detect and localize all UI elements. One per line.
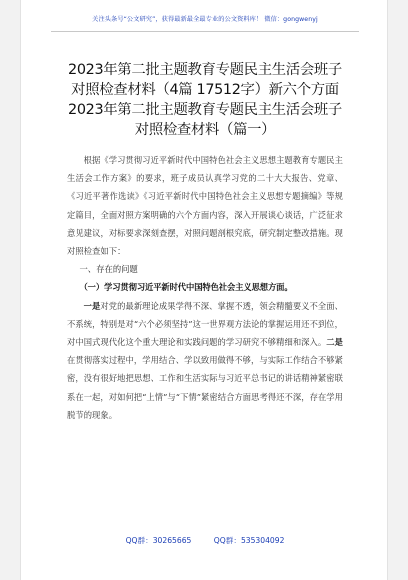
title-line-2: 对照检查材料（4篇 17512字）新六个方面 — [71, 82, 339, 98]
document-title — [35, 60, 375, 140]
header-divider — [51, 31, 359, 32]
intro-paragraph: 根据《学习贯彻习近平新时代中国特色社会主义思想主题教育专题民主生活会工作方案》的要求，班子成员认真学习党的二十大大报告、党章、《习近平著作选读》《习近平新时代中国特色社会主义思想专题摘编》等规定篇目，全面对照方案明确的六个方面内容，深入开展谈心谈话，广泛征求意见建议，对标要求深刻查摆，对照问题剖根究底，研究制定整改措施。现对照检查如下： — [67, 155, 343, 257]
point-one-text: 对党的最新理论成果学得不深、掌握不透，领会精髓要义不全面、不系统，特别是对“六个必须坚持”这一世界观方法论的掌握运用还不到位，对中国式现代化这个重大理论和实践问题的学习研究不够精细和深入。 — [67, 300, 344, 348]
document-body — [67, 151, 343, 424]
footer-qq-2: QQ群：535304092 — [213, 536, 285, 545]
point-one-label: 一是 — [83, 300, 101, 311]
sub-heading: （一）学习贯彻习近平新时代中国特色社会主义思想方面。 — [79, 282, 293, 293]
title-line-4: 对照检查材料（篇一） — [134, 122, 276, 138]
point-two-text: 在贯彻落实过程中，学用结合、学以致用做得不够，与实际工作结合不够紧密，没有很好地把思想、工作和生活实际与习近平总书记的讲话精神紧密联系在一起，对如何把“上情”与“下情”紧密结合方面思考得还不深，存在学用脱节的现象。 — [67, 355, 343, 420]
section-heading: 一、存在的问题 — [79, 264, 138, 275]
problem-paragraph — [67, 297, 343, 424]
footer-contacts — [21, 536, 389, 546]
document-page — [20, 0, 388, 580]
promo-header — [21, 16, 389, 24]
point-two-label: 二是 — [326, 337, 343, 348]
title-line-3: 2023年第二批主题教育专题民主生活会班子 — [68, 102, 342, 118]
promo-text: 关注头条号“公文研究”，获得最新最全最专业的公文资料库！ 微信：gongwenyj — [92, 16, 318, 23]
footer-qq-1: QQ群：30265665 — [125, 536, 192, 545]
title-line-1: 2023年第二批主题教育专题民主生活会班子 — [68, 62, 342, 78]
